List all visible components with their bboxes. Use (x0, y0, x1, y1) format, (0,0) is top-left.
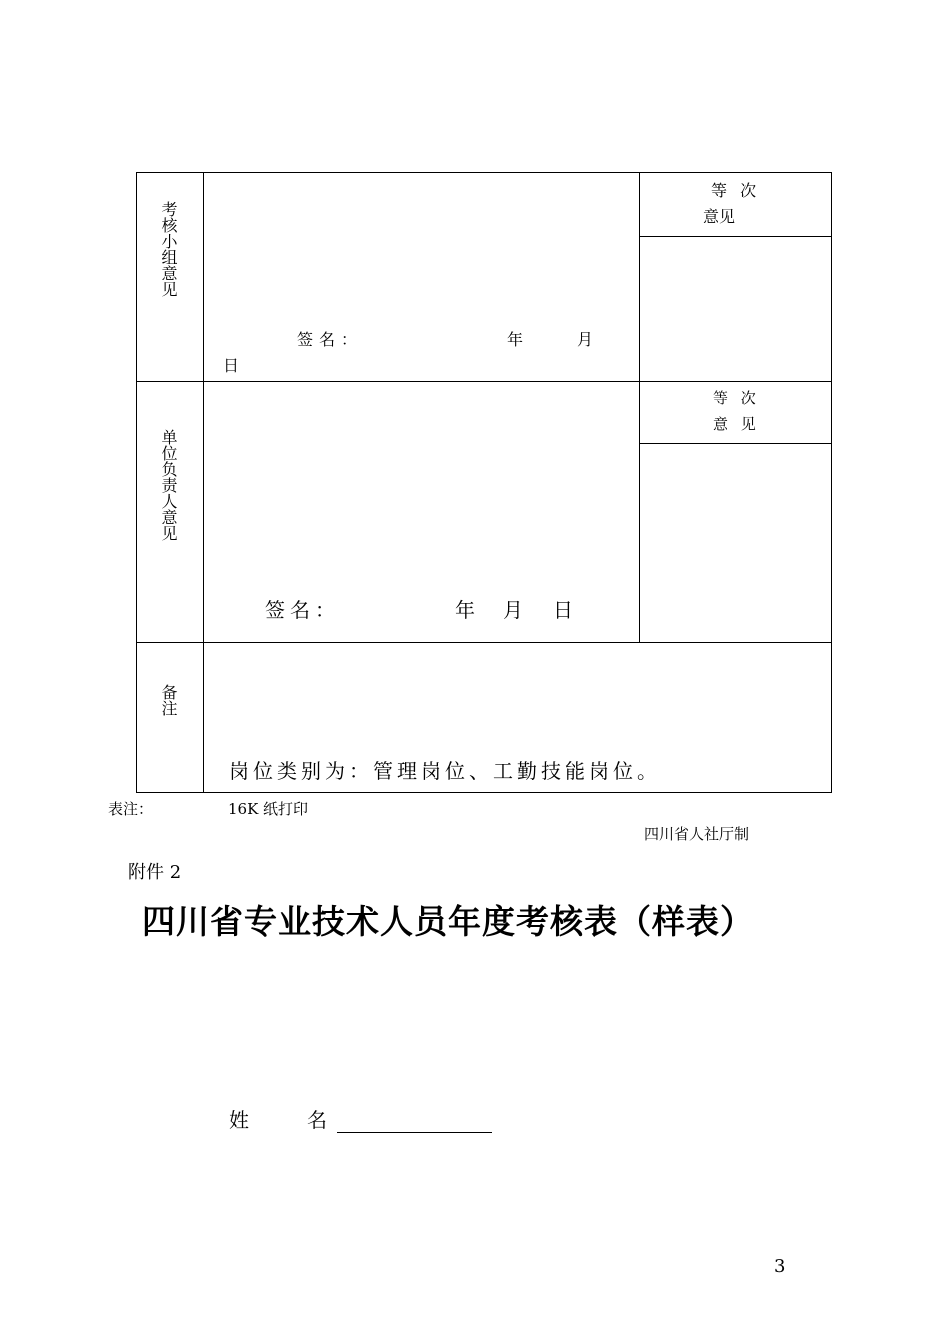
month-label: 月 (577, 330, 600, 349)
signature-label: 签名： (297, 330, 364, 349)
grade-column-divider (639, 173, 640, 642)
year-label: 年 (507, 330, 530, 349)
row-label-assessment-group: 考核小组意见 (159, 201, 178, 297)
label-column-divider (203, 173, 204, 792)
opinion-label: 意 见 (713, 415, 760, 433)
name-field (229, 1104, 492, 1133)
month-label: 月 (503, 598, 528, 622)
name-underline[interactable] (337, 1112, 492, 1133)
remarks-note: 岗位类别为：管理岗位、工勤技能岗位。 (229, 759, 661, 783)
assessment-table (136, 172, 832, 793)
row-label-unit-head: 单位负责人意见 (159, 429, 178, 541)
table-note-label: 表注： (108, 800, 154, 818)
name-label: 姓 名 (229, 1108, 333, 1132)
year-label: 年 (455, 598, 480, 622)
signature-label: 签名： (265, 598, 340, 622)
print-note: 16K 纸打印 (228, 800, 309, 818)
opinion-label: 意见 (703, 207, 736, 226)
row-divider (137, 381, 831, 382)
row-divider (137, 642, 831, 643)
page-number: 3 (774, 1256, 786, 1277)
document-title: 四川省专业技术人员年度考核表（样表） (142, 902, 754, 941)
grade-cell-divider (639, 443, 831, 444)
grade-cell-divider (639, 236, 831, 237)
attachment-label: 附件 2 (128, 862, 182, 883)
row-label-remarks: 备注 (159, 684, 178, 716)
day-label: 日 (553, 598, 578, 622)
grade-label: 等 次 (711, 181, 761, 200)
day-label: 日 (223, 356, 246, 375)
issuer: 四川省人社厅制 (644, 825, 750, 843)
grade-label: 等 次 (713, 389, 760, 407)
